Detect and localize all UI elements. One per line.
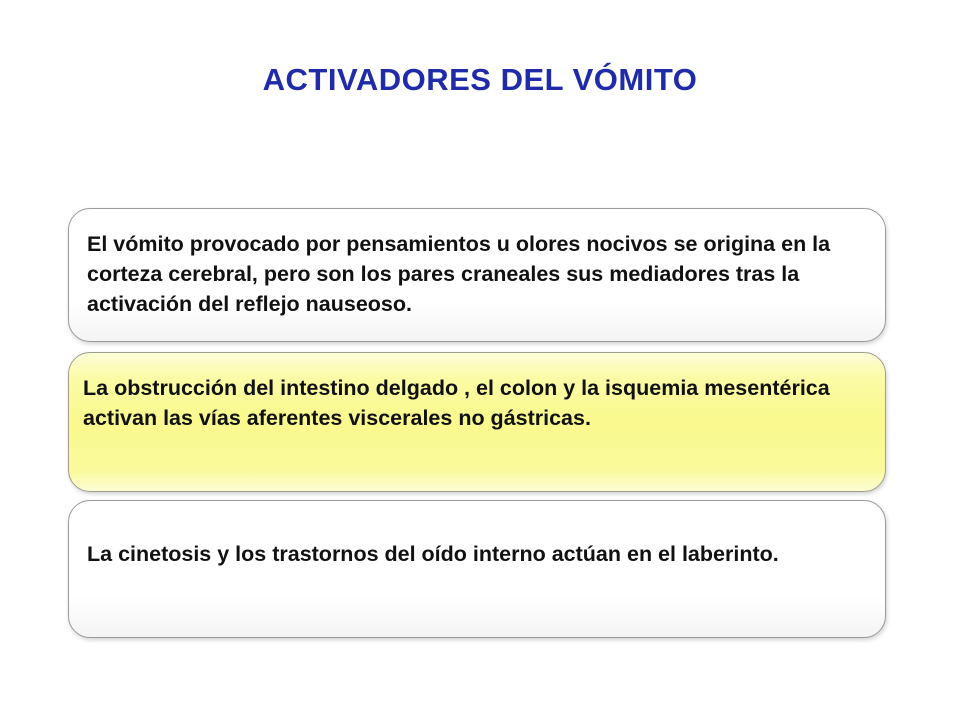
text-box-cortex-text: El vómito provocado por pensamientos u olores nocivos se origina en la corteza cerebral, pero son los pares craneales sus mediadores tras la activación del reflejo nauseoso. bbox=[87, 232, 831, 316]
text-box-cortex bbox=[68, 208, 886, 342]
text-box-kinetosis-text: La cinetosis y los trastornos del oído interno actúan en el laberinto. bbox=[87, 542, 779, 566]
text-box-kinetosis bbox=[68, 500, 886, 638]
slide-title: ACTIVADORES DEL VÓMITO bbox=[262, 62, 698, 97]
text-box-obstruction-text: La obstrucción del intestino delgado , el colon y la isquemia mesentérica activan las vías aferentes viscerales no gástricas. bbox=[83, 376, 830, 430]
text-box-obstruction-highlighted bbox=[68, 352, 886, 492]
